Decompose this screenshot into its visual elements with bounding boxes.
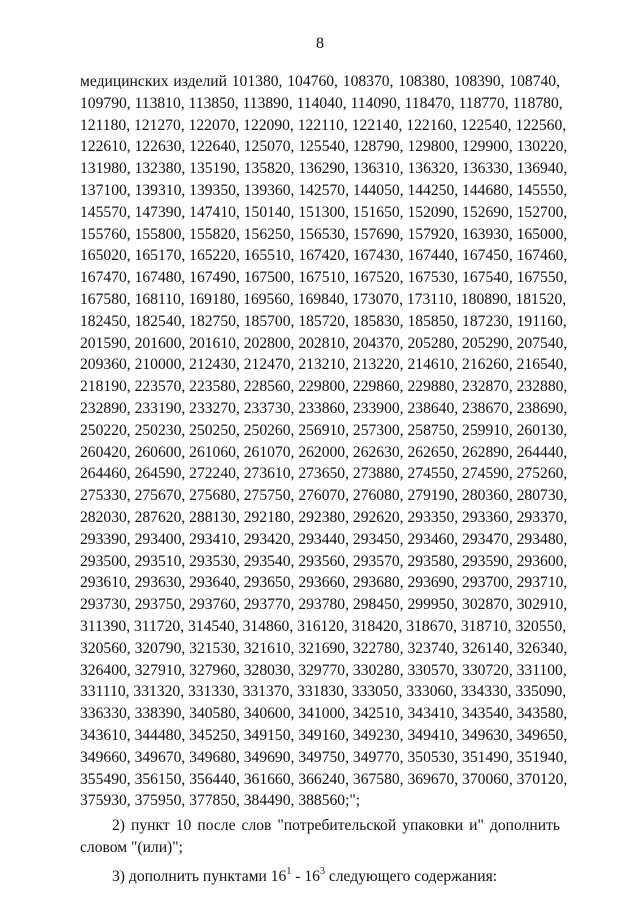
- codes-line: 293730, 293750, 293760, 293770, 293780, 298450, 299950, 302870, 302910,: [80, 596, 568, 614]
- codes-line: 201590, 201600, 201610, 202800, 202810, 204370, 205280, 205290, 207540,: [80, 334, 568, 352]
- codes-line: 293500, 293510, 293530, 293540, 293560, 293570, 293580, 293590, 293600,: [80, 552, 568, 570]
- codes-line: 320560, 320790, 321530, 321610, 321690, 322780, 323740, 326140, 326340,: [80, 639, 568, 657]
- codes-line: 209360, 210000, 212430, 212470, 213210, 213220, 214610, 216260, 216540,: [80, 356, 568, 374]
- codes-line: 121180, 121270, 122070, 122090, 122110, 122140, 122160, 122540, 122560,: [80, 116, 567, 134]
- codes-line: 355490, 356150, 356440, 361660, 366240, 367580, 369670, 370060, 370120,: [80, 770, 568, 788]
- codes-line: 349660, 349670, 349680, 349690, 349750, 349770, 350530, 351490, 351940,: [80, 748, 568, 766]
- codes-line: 293390, 293400, 293410, 293420, 293440, 293450, 293460, 293470, 293480,: [80, 530, 568, 548]
- codes-line: 260420, 260600, 261060, 261070, 262000, 262630, 262650, 262890, 264440,: [80, 443, 568, 461]
- codes-line: медицинских изделий 101380, 104760, 108370, 108380, 108390, 108740,: [80, 73, 560, 90]
- codes-line: 131980, 132380, 135190, 135820, 136290, 136310, 136320, 136330, 136940,: [80, 160, 568, 178]
- codes-line: 232890, 233190, 233270, 233730, 233860, 233900, 238640, 238670, 238690,: [80, 399, 568, 417]
- codes-line: 109790, 113810, 113850, 113890, 114040, 114090, 118470, 118770, 118780,: [80, 94, 563, 112]
- document-body: [80, 71, 568, 887]
- codes-line: 155760, 155800, 155820, 156250, 156530, 157690, 157920, 163930, 165000,: [80, 225, 568, 243]
- codes-line: 331110, 331320, 331330, 331370, 331830, 333050, 333060, 334330, 335090,: [80, 683, 567, 701]
- codes-line: 264460, 264590, 272240, 273610, 273650, 273880, 274550, 274590, 275260,: [80, 465, 568, 483]
- codes-line: 343610, 344480, 345250, 349150, 349160, 349230, 349410, 349630, 349650,: [80, 726, 568, 744]
- page-number: 8: [316, 35, 324, 52]
- codes-paragraph: [80, 71, 568, 812]
- codes-line: 137100, 139310, 139350, 139360, 142570, 144050, 144250, 144680, 145550,: [80, 181, 568, 199]
- codes-line: 293610, 293630, 293640, 293650, 293660, 293680, 293690, 293700, 293710,: [80, 574, 568, 592]
- codes-line: 282030, 287620, 288130, 292180, 292380, 292620, 293350, 293360, 293370,: [80, 508, 568, 526]
- codes-line: 167580, 168110, 169180, 169560, 169840, 173070, 173110, 180890, 181520,: [80, 290, 567, 308]
- codes-line: 218190, 223570, 223580, 228560, 229800, 229860, 229880, 232870, 232880,: [80, 378, 568, 396]
- codes-line: 167470, 167480, 167490, 167500, 167510, 167520, 167530, 167540, 167550,: [80, 269, 568, 287]
- item-2-line-2: словом "(или)";: [80, 838, 183, 856]
- codes-line: 122610, 122630, 122640, 125070, 125540, 128790, 129800, 129900, 130220,: [80, 138, 568, 156]
- item-3-middle: - 16: [291, 867, 320, 885]
- codes-line: 145570, 147390, 147410, 150140, 151300, 151650, 152090, 152690, 152700,: [80, 203, 568, 221]
- codes-line: 275330, 275670, 275680, 275750, 276070, 276080, 279190, 280360, 280730,: [80, 487, 568, 505]
- codes-line: 375930, 375950, 377850, 384490, 388560;";: [80, 792, 361, 810]
- codes-line: 182450, 182540, 182750, 185700, 185720, 185830, 185850, 187230, 191160,: [80, 312, 567, 330]
- item-3-sup-2: 3: [319, 865, 325, 877]
- item-3-suffix: следующего содержания:: [324, 867, 498, 885]
- codes-line: 336330, 338390, 340580, 340600, 341000, 342510, 343410, 343540, 343580,: [80, 705, 568, 723]
- item-3-sup-1: 1: [286, 865, 292, 877]
- codes-line: 326400, 327910, 327960, 328030, 329770, 330280, 330570, 330720, 331100,: [80, 661, 567, 679]
- codes-line: 250220, 250230, 250250, 250260, 256910, 257300, 258750, 259910, 260130,: [80, 421, 568, 439]
- item-3: [80, 866, 560, 888]
- codes-line: 165020, 165170, 165220, 165510, 167420, 167430, 167440, 167450, 167460,: [80, 247, 568, 265]
- item-2-line-1: 2) пункт 10 после слов "потребительской упаковки и" дополнить: [112, 817, 560, 835]
- codes-line: 311390, 311720, 314540, 314860, 316120, 318420, 318670, 318710, 320550,: [80, 617, 567, 635]
- item-3-prefix: 3) дополнить пунктами 16: [112, 867, 287, 885]
